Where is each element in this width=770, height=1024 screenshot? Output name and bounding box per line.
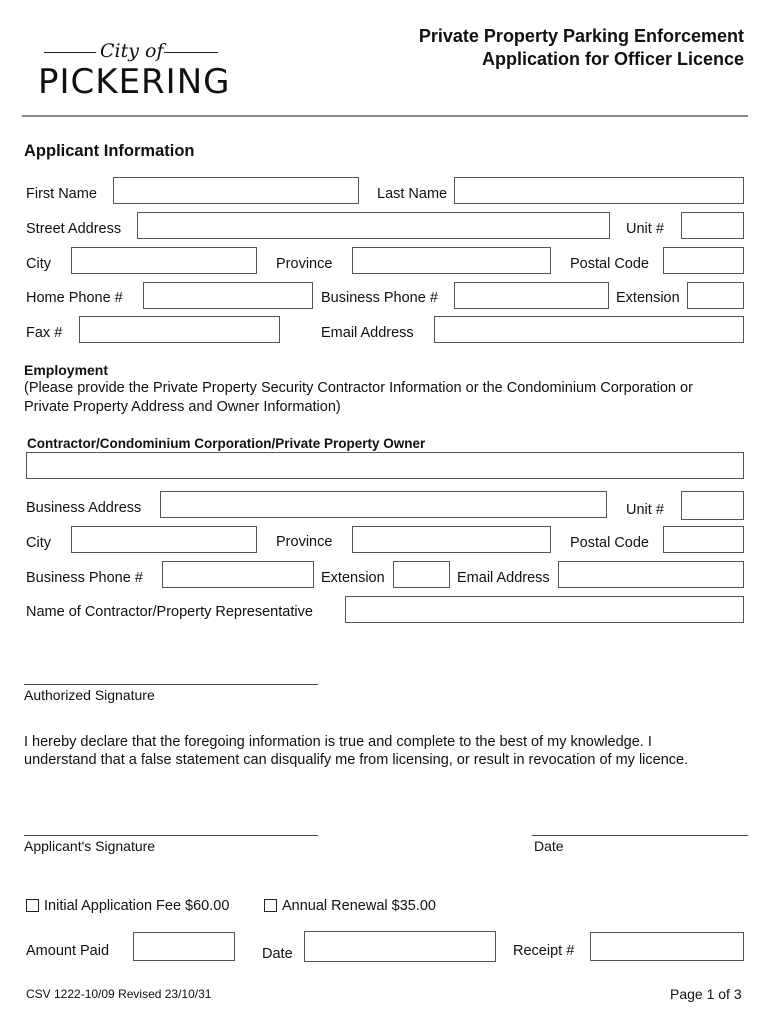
amount-paid-label: Amount Paid xyxy=(26,943,110,959)
amount-paid-field[interactable] xyxy=(133,932,235,961)
section-heading-employment: Employment xyxy=(24,362,109,378)
home-phone-label: Home Phone # xyxy=(26,290,123,306)
logo-wordmark: PICKERING xyxy=(38,62,231,102)
representative-label: Name of Contractor/Property Representative xyxy=(26,604,313,620)
form-title-line2: Application for Officer Licence xyxy=(481,49,744,69)
receipt-label: Receipt # xyxy=(513,943,575,959)
employment-business-phone-field[interactable] xyxy=(162,561,314,588)
logo-rule-left xyxy=(44,52,96,53)
business-phone-label: Business Phone # xyxy=(321,290,438,306)
signature-date-line[interactable] xyxy=(532,835,748,836)
province-label: Province xyxy=(276,256,333,272)
section-heading-applicant: Applicant Information xyxy=(24,142,195,160)
employment-email-label: Email Address xyxy=(457,570,550,586)
city-logo xyxy=(38,40,231,106)
business-address-field[interactable] xyxy=(160,491,607,518)
province-field[interactable] xyxy=(352,247,551,274)
business-phone-field[interactable] xyxy=(454,282,609,309)
employment-extension-label: Extension xyxy=(321,570,385,586)
applicant-signature-line[interactable] xyxy=(24,835,318,836)
contractor-label: Contractor/Condominium Corporation/Private Property Owner xyxy=(27,436,426,451)
first-name-label: First Name xyxy=(26,186,97,202)
authorized-signature-label: Authorized Signature xyxy=(24,687,155,703)
employment-note-line1: (Please provide the Private Property Security Contractor Information or the Condominium Corporation or xyxy=(24,380,693,396)
declaration-line1: I hereby declare that the foregoing information is true and complete to the best of my knowledge. I xyxy=(24,734,652,750)
page-number: Page 1 of 3 xyxy=(670,986,742,1002)
employment-extension-field[interactable] xyxy=(393,561,450,588)
applicant-signature-label: Applicant's Signature xyxy=(24,838,156,854)
logo-rule-right xyxy=(164,52,218,53)
employment-unit-label: Unit # xyxy=(626,502,664,518)
office-date-field[interactable] xyxy=(304,931,496,962)
first-name-field[interactable] xyxy=(113,177,359,204)
unit-label: Unit # xyxy=(626,221,664,237)
logo-city-of: City of xyxy=(100,40,164,62)
unit-field[interactable] xyxy=(681,212,744,239)
employment-postal-code-label: Postal Code xyxy=(570,535,649,551)
fax-label: Fax # xyxy=(26,325,63,341)
city-field[interactable] xyxy=(71,247,257,274)
postal-code-field[interactable] xyxy=(663,247,744,274)
header-divider xyxy=(22,115,748,117)
street-address-label: Street Address xyxy=(26,221,122,237)
business-address-label: Business Address xyxy=(26,500,142,516)
last-name-field[interactable] xyxy=(454,177,744,204)
city-label: City xyxy=(26,256,51,272)
representative-field[interactable] xyxy=(345,596,744,623)
renewal-fee-label: Annual Renewal $35.00 xyxy=(282,898,436,914)
form-title-line1: Private Property Parking Enforcement xyxy=(418,26,744,46)
initial-fee-label: Initial Application Fee $60.00 xyxy=(44,898,230,914)
street-address-field[interactable] xyxy=(137,212,610,239)
fax-field[interactable] xyxy=(79,316,280,343)
extension-field[interactable] xyxy=(687,282,744,309)
extension-label: Extension xyxy=(616,290,680,306)
employment-unit-field[interactable] xyxy=(681,491,744,520)
employment-postal-code-field[interactable] xyxy=(663,526,744,553)
postal-code-label: Postal Code xyxy=(570,256,649,272)
employment-city-label: City xyxy=(26,535,51,551)
employment-email-field[interactable] xyxy=(558,561,744,588)
initial-fee-checkbox[interactable] xyxy=(26,899,39,912)
contractor-field[interactable] xyxy=(26,452,744,479)
email-field[interactable] xyxy=(434,316,744,343)
home-phone-field[interactable] xyxy=(143,282,313,309)
email-label: Email Address xyxy=(321,325,414,341)
last-name-label: Last Name xyxy=(377,186,448,202)
authorized-signature-line[interactable] xyxy=(24,684,318,685)
employment-note-line2: Private Property Address and Owner Information) xyxy=(24,399,341,415)
office-date-label: Date xyxy=(262,946,293,962)
renewal-fee-checkbox[interactable] xyxy=(264,899,277,912)
form-code: CSV 1222-10/09 Revised 23/10/31 xyxy=(26,987,212,1001)
signature-date-label: Date xyxy=(534,838,564,854)
employment-business-phone-label: Business Phone # xyxy=(26,570,143,586)
declaration-line2: understand that a false statement can disqualify me from licensing, or result in revocation of my licence. xyxy=(24,752,689,768)
employment-province-label: Province xyxy=(276,534,333,550)
employment-province-field[interactable] xyxy=(352,526,551,553)
employment-city-field[interactable] xyxy=(71,526,257,553)
receipt-field[interactable] xyxy=(590,932,744,961)
